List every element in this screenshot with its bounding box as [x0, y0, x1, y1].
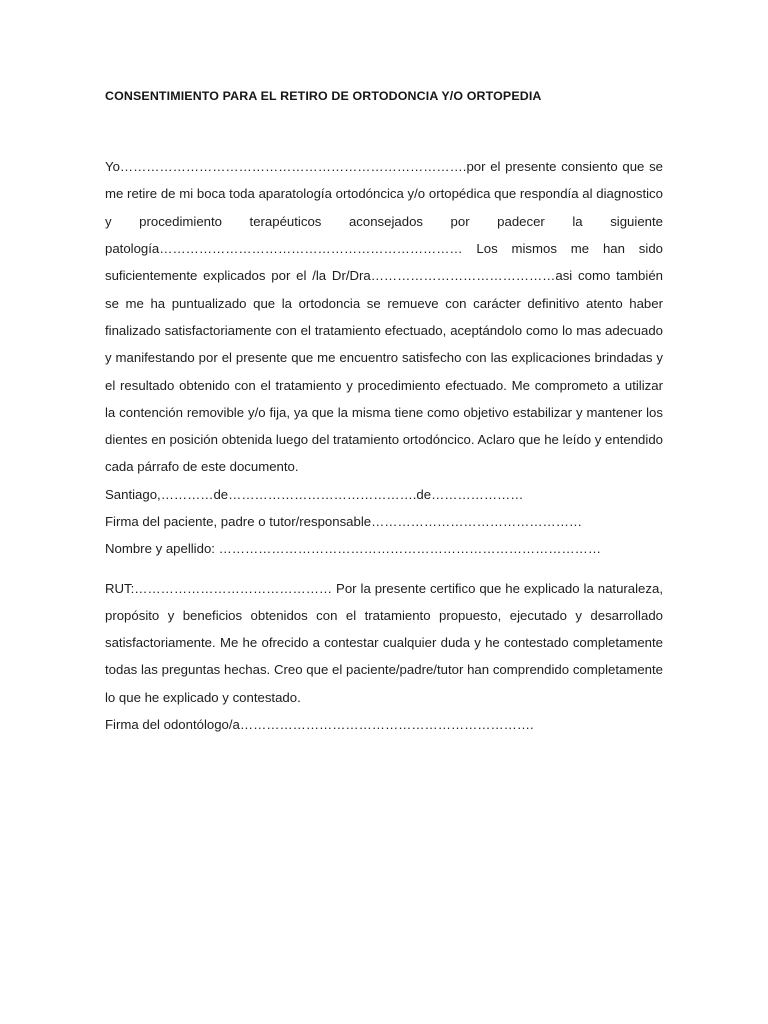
document-body	[105, 153, 663, 738]
paragraph-dentist-certification: RUT:……………………………………… Por la presente certifico que he explicado la naturaleza, propósito y beneficios obtenidos con el tratamiento propuesto, ejecutado y desarrollado satisfactoriamente. Me he ofrecido a contestar cualquier duda y he contestado completamente todas las preguntas hechas. Creo que el paciente/padre/tutor han comprendido completamente lo que he explicado y contestado.	[105, 580, 663, 705]
field-full-name: Nombre y apellido: ……………………………………………………………………………	[105, 541, 602, 557]
page-title: CONSENTIMIENTO PARA EL RETIRO DE ORTODONCIA Y/O ORTOPEDIA	[105, 89, 542, 103]
document-content	[105, 88, 663, 738]
field-patient-signature: Firma del paciente, padre o tutor/responsable…………………………………………	[105, 513, 583, 529]
field-place-and-date: Santiago,…………de…………………………………….de…………………	[105, 486, 524, 502]
paragraph-patient-consent: Yo…………………………………………………………………….por el presente consiento que se me retire de mi boca toda aparatología ortodóncica y/o ortopédica que respondía al diagnostico y procedimiento terapéuticos aconsejados por padecer la siguiente patología…………………………………………………………… Los mismos me han sido suficientemente explicados por el /la Dr/Dra……………………………………asi como también se me ha puntualizado que la ortodoncia se remueve con carácter definitivo atento haber finalizado satisfactoriamente con el tratamiento efectuado, aceptándolo como lo mas adecuado y manifestando por el presente que me encuentro satisfecho con las explicaciones brindadas y el resultado obtenido con el tratamiento y procedimiento efectuado. Me comprometo a utilizar la contención removible y/o fija, ya que la misma tiene como objetivo estabilizar y mantener los dientes en posición obtenida luego del tratamiento ortodóncico. Aclaro que he leído y entendido cada párrafo de este documento.	[105, 159, 663, 475]
field-dentist-signature: Firma del odontólogo/a………………………………………………………….	[105, 717, 534, 733]
